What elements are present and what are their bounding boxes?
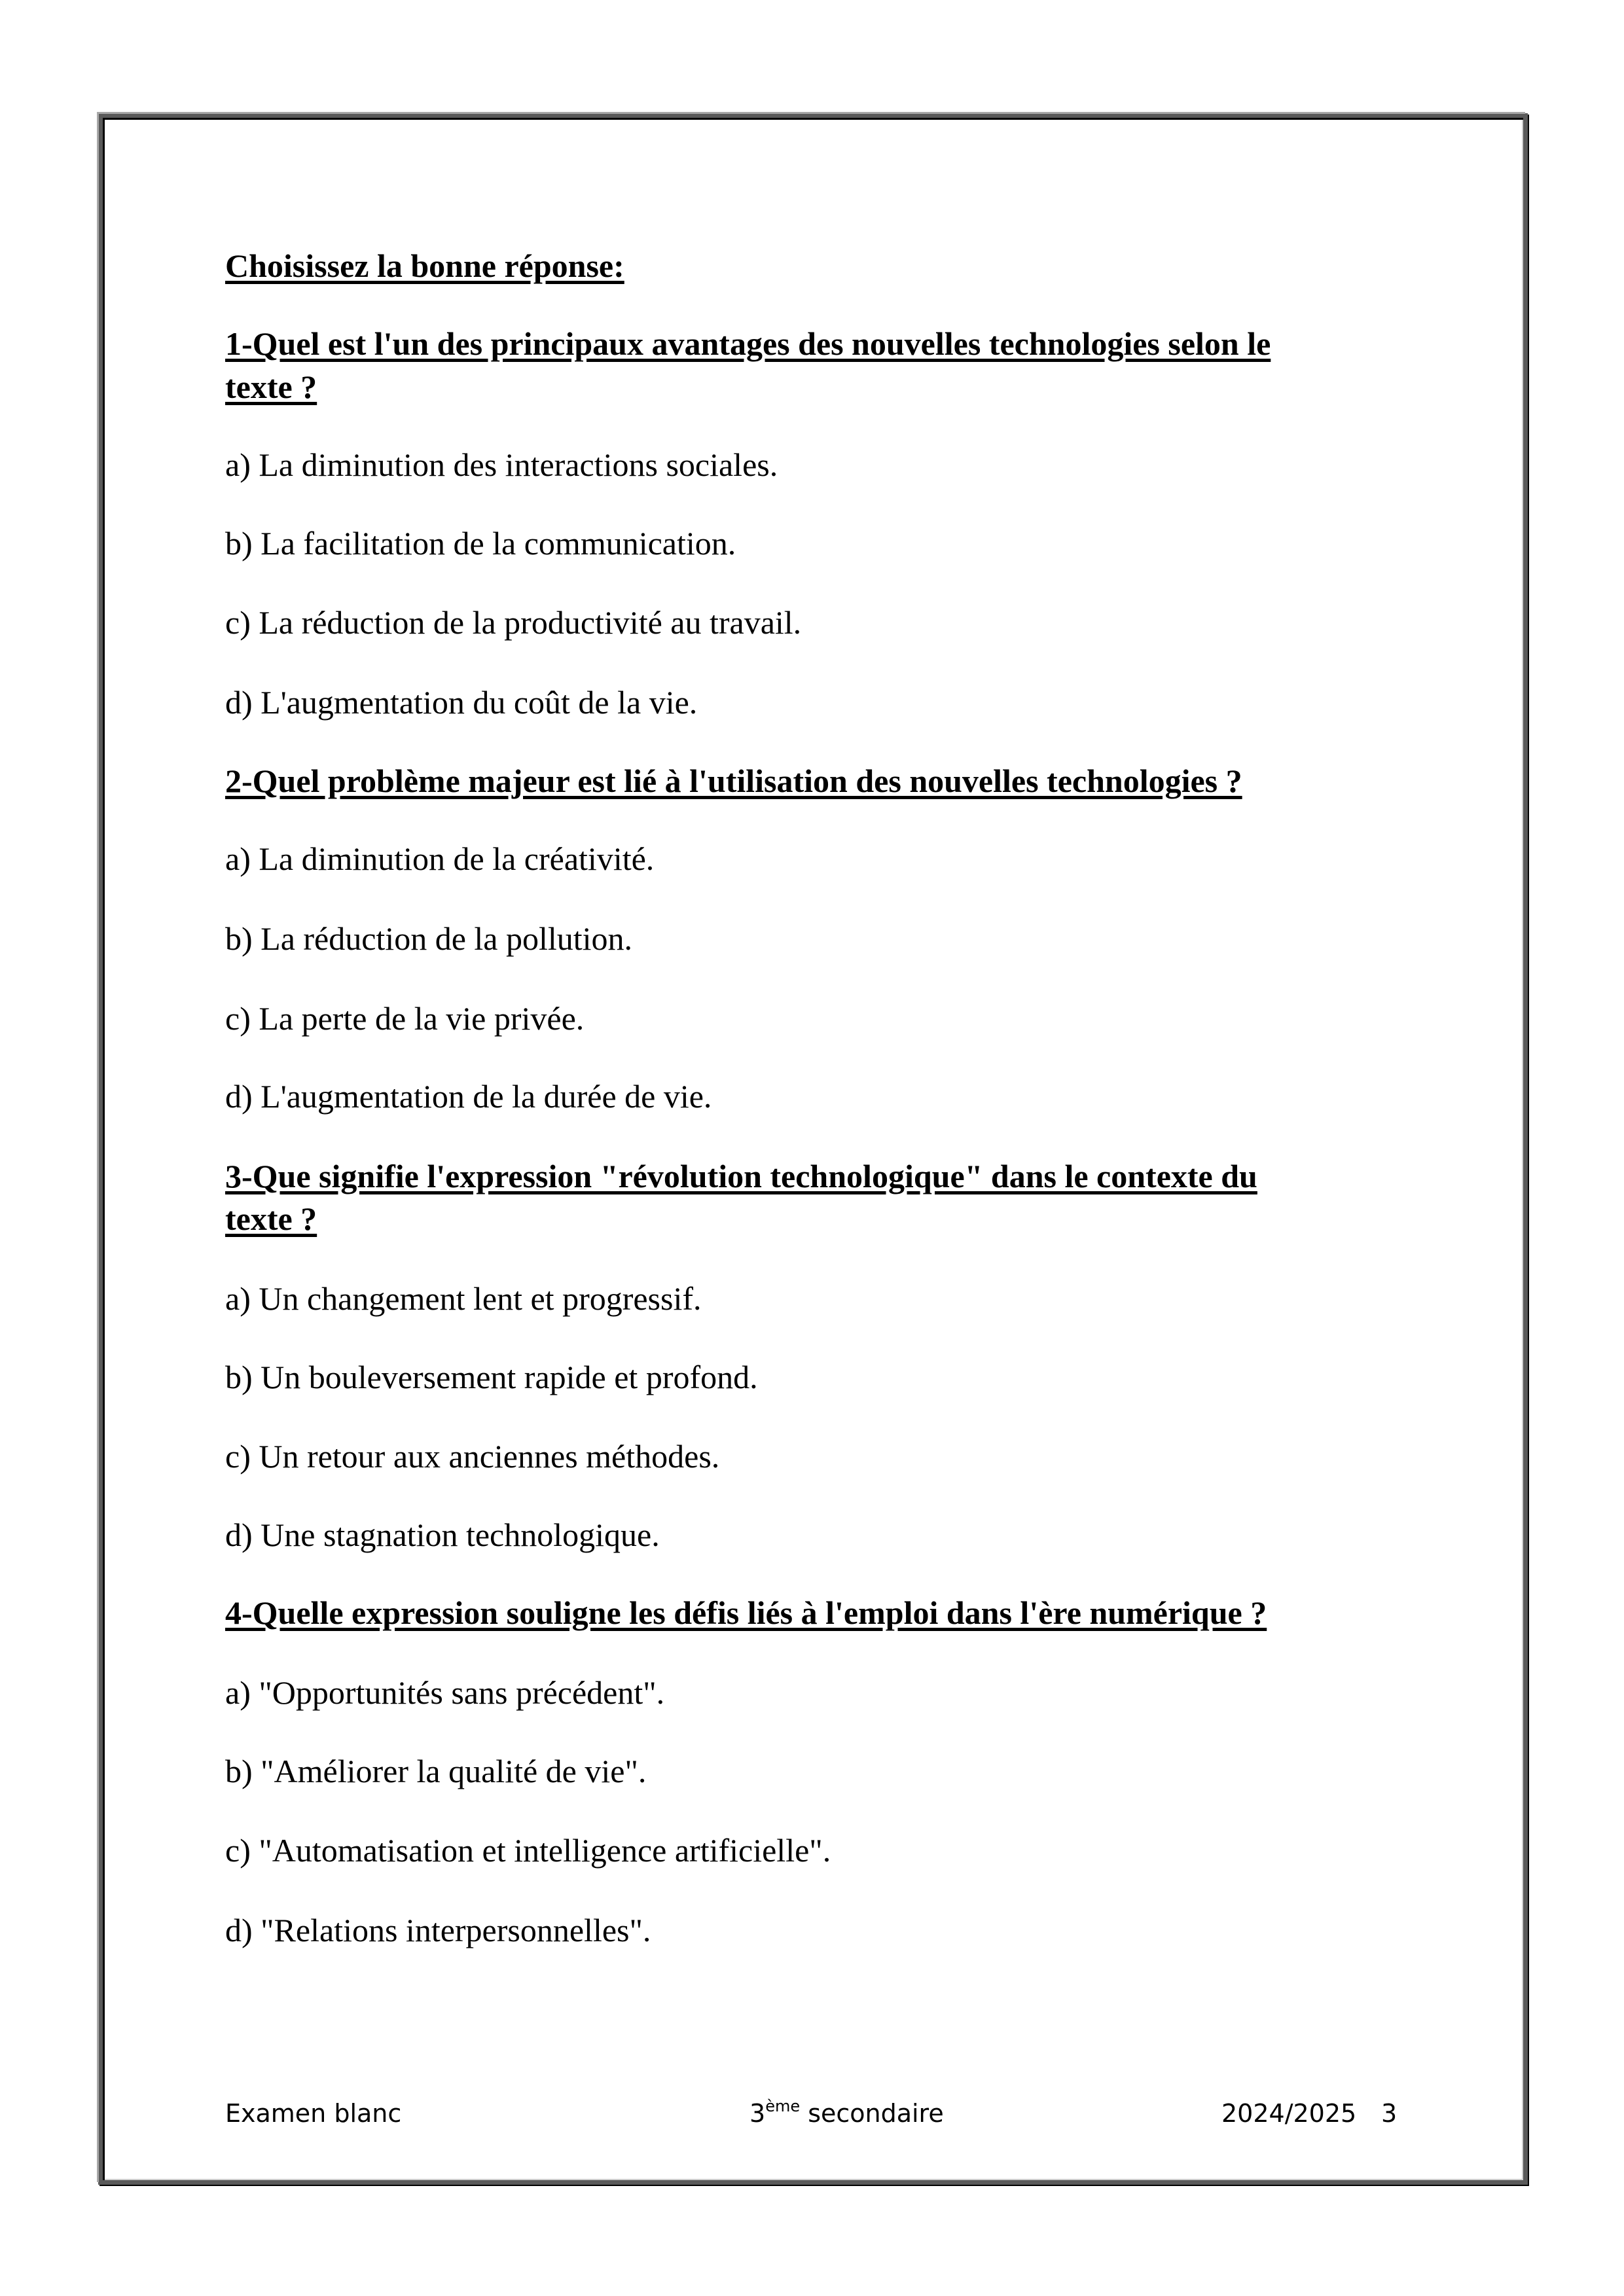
question-4-line-1: 4-Quelle expression souligne les défis liés à l'emploi dans l'ère numérique ? bbox=[225, 1594, 1267, 1631]
question-1-line-1: 1-Quel est l'un des principaux avantages des nouvelles technologies selon le bbox=[225, 325, 1271, 362]
question-1-option-a: a) La diminution des interactions sociales. bbox=[225, 446, 778, 483]
question-4-option-b: b) "Améliorer la qualité de vie". bbox=[225, 1753, 647, 1789]
question-3-option-a: a) Un changement lent et progressif. bbox=[225, 1280, 702, 1317]
question-4-option-a: a) "Opportunités sans précédent". bbox=[225, 1674, 665, 1711]
question-1-option-b: b) La facilitation de la communication. bbox=[225, 525, 736, 562]
question-3-option-c: c) Un retour aux anciennes méthodes. bbox=[225, 1438, 720, 1475]
footer-school-year: 2024/2025 bbox=[1221, 2099, 1357, 2128]
question-3-line-1: 3-Que signifie l'expression "révolution technologique" dans le contexte du bbox=[225, 1158, 1257, 1194]
footer-grade-superscript: ème bbox=[765, 2097, 801, 2115]
question-2-option-d: d) L'augmentation de la durée de vie. bbox=[225, 1078, 712, 1115]
question-2-option-b: b) La réduction de la pollution. bbox=[225, 920, 633, 957]
question-3-option-b: b) Un bouleversement rapide et profond. bbox=[225, 1359, 758, 1395]
question-2-option-a: a) La diminution de la créativité. bbox=[225, 840, 655, 877]
question-1-option-d: d) L'augmentation du coût de la vie. bbox=[225, 684, 698, 721]
question-2-line-1: 2-Quel problème majeur est lié à l'utilisation des nouvelles technologies ? bbox=[225, 762, 1242, 799]
question-1-option-c: c) La réduction de la productivité au travail. bbox=[225, 604, 802, 641]
instruction-heading: Choisissez la bonne réponse: bbox=[225, 247, 624, 284]
question-4-option-c: c) "Automatisation et intelligence artificielle". bbox=[225, 1832, 831, 1869]
page-border bbox=[98, 113, 1528, 2185]
footer-grade-level bbox=[749, 2099, 944, 2128]
question-1-line-2: texte ? bbox=[225, 368, 317, 405]
footer-page-number: 3 bbox=[1381, 2099, 1398, 2128]
question-3-line-2: texte ? bbox=[225, 1200, 317, 1237]
footer-grade-number: 3 bbox=[749, 2099, 766, 2128]
footer-grade-text: secondaire bbox=[800, 2099, 944, 2128]
question-3-option-d: d) Une stagnation technologique. bbox=[225, 1516, 660, 1553]
question-4-option-d: d) "Relations interpersonnelles". bbox=[225, 1912, 651, 1948]
footer-exam-label: Examen blanc bbox=[225, 2099, 402, 2128]
question-2-option-c: c) La perte de la vie privée. bbox=[225, 1000, 585, 1037]
